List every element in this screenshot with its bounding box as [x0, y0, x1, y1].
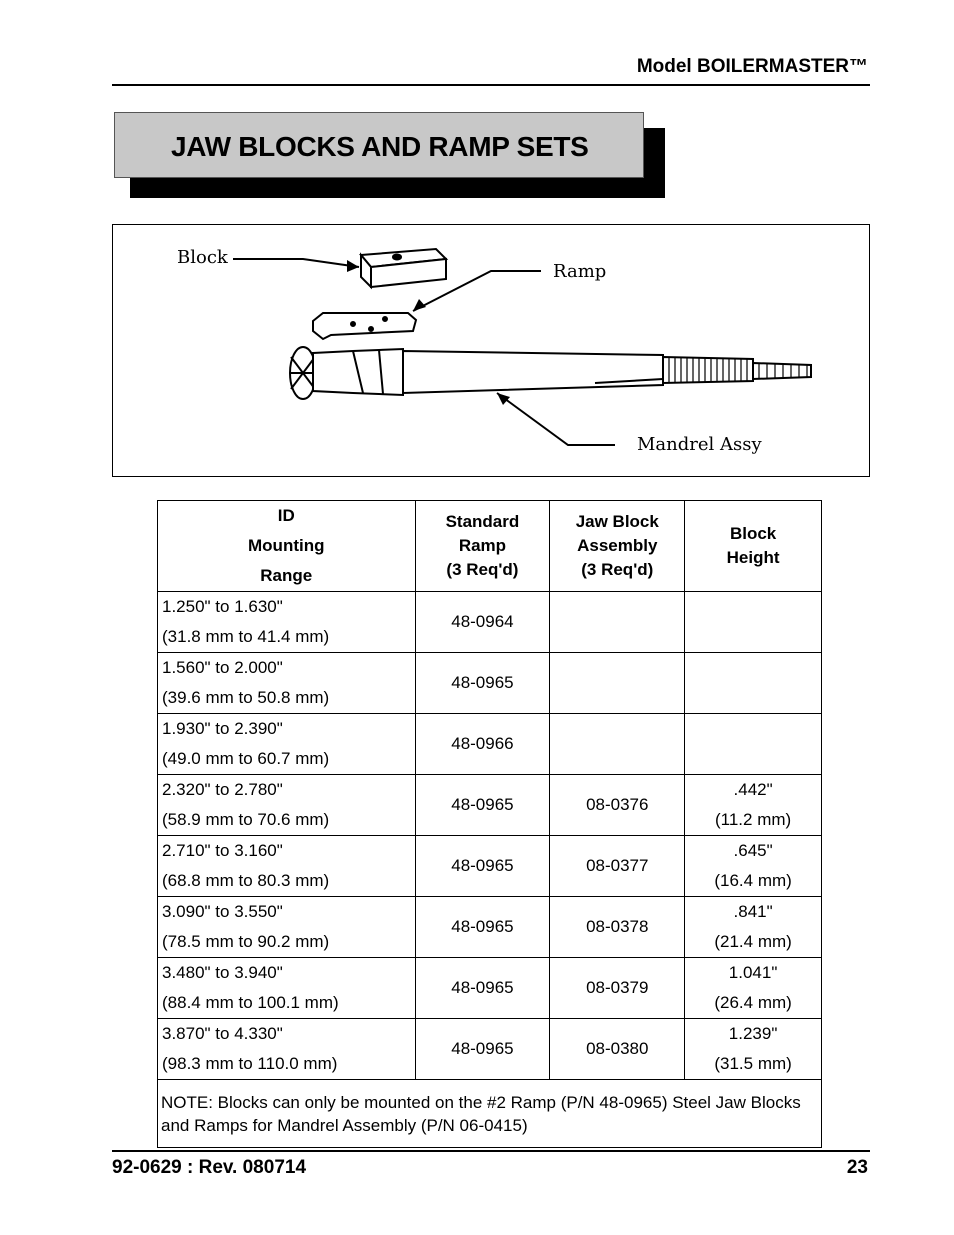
jaw-block-part-number: 08-0378 — [550, 897, 685, 958]
height-inches: 1.239" — [728, 1024, 778, 1043]
page-number: 23 — [846, 1157, 868, 1178]
ramp-part — [313, 313, 416, 339]
table-header-row — [158, 501, 822, 592]
height-mm: (31.5 mm) — [714, 1054, 792, 1073]
header-rule — [112, 84, 870, 86]
section-title: JAW BLOCKS AND RAMP SETS — [171, 131, 589, 162]
ramp-part-number: 48-0965 — [415, 836, 550, 897]
block-part — [361, 249, 446, 287]
block-height-cell — [685, 714, 822, 775]
range-mm: (58.9 mm to 70.6 mm) — [162, 810, 330, 829]
range-inches: 1.560" to 2.000" — [162, 658, 283, 677]
table-row — [158, 592, 822, 653]
ramp-part-number: 48-0965 — [415, 897, 550, 958]
ramp-label: Ramp — [553, 261, 607, 282]
height-inches: .841" — [733, 902, 773, 921]
height-inches: .442" — [733, 780, 773, 799]
range-inches: 1.250" to 1.630" — [162, 597, 283, 616]
mandrel-part — [290, 347, 811, 399]
table-row — [158, 775, 822, 836]
jaw-block-part-number: 08-0380 — [550, 1019, 685, 1080]
range-mm: (31.8 mm to 41.4 mm) — [162, 627, 330, 646]
range-inches: 3.090" to 3.550" — [162, 902, 283, 921]
range-mm: (39.6 mm to 50.8 mm) — [162, 688, 330, 707]
range-inches: 2.320" to 2.780" — [162, 780, 283, 799]
range-inches: 2.710" to 3.160" — [162, 841, 283, 860]
table-note: NOTE: Blocks can only be mounted on the #2 Ramp (P/N 48-0965) Steel Jaw Blocks and Ramps for Mandrel Assembly (P/N 06-0415) — [158, 1080, 822, 1148]
range-cell — [158, 653, 416, 714]
range-cell — [158, 958, 416, 1019]
range-cell — [158, 775, 416, 836]
ramp-part-number: 48-0965 — [415, 653, 550, 714]
height-mm: (21.4 mm) — [714, 932, 792, 951]
height-inches: 1.041" — [728, 963, 778, 982]
range-mm: (78.5 mm to 90.2 mm) — [162, 932, 330, 951]
range-inches: 1.930" to 2.390" — [162, 719, 283, 738]
jaw-block-part-number: 08-0377 — [550, 836, 685, 897]
height-mm: (26.4 mm) — [714, 993, 792, 1012]
table-row — [158, 653, 822, 714]
ramp-part-number: 48-0964 — [415, 592, 550, 653]
model-header: Model BOILERMASTER™ — [636, 56, 868, 77]
range-inches: 3.870" to 4.330" — [162, 1024, 283, 1043]
range-cell — [158, 897, 416, 958]
parts-table — [157, 500, 822, 1148]
table-row — [158, 1019, 822, 1080]
block-label: Block — [177, 247, 228, 268]
jaw-block-part-number — [550, 592, 685, 653]
header-jaw-block: Jaw Block Assembly (3 Req'd) — [550, 501, 685, 592]
document-revision: 92-0629 : Rev. 080714 — [112, 1157, 307, 1178]
block-height-cell — [685, 958, 822, 1019]
ramp-part-number: 48-0965 — [415, 958, 550, 1019]
range-cell — [158, 592, 416, 653]
range-mm: (49.0 mm to 60.7 mm) — [162, 749, 330, 768]
range-inches: 3.480" to 3.940" — [162, 963, 283, 982]
block-height-cell — [685, 897, 822, 958]
table-row — [158, 714, 822, 775]
jaw-block-part-number: 08-0376 — [550, 775, 685, 836]
height-mm: (16.4 mm) — [714, 871, 792, 890]
jaw-block-part-number — [550, 714, 685, 775]
parts-figure — [112, 224, 870, 477]
footer-rule — [112, 1150, 870, 1152]
mandrel-label: Mandrel Assy — [637, 434, 762, 455]
block-height-cell — [685, 653, 822, 714]
section-title-box — [114, 112, 644, 178]
jaw-block-part-number — [550, 653, 685, 714]
range-cell — [158, 1019, 416, 1080]
header-block-height: Block Height — [685, 501, 822, 592]
table-row — [158, 836, 822, 897]
header-standard-ramp: Standard Ramp (3 Req'd) — [415, 501, 550, 592]
range-mm: (68.8 mm to 80.3 mm) — [162, 871, 330, 890]
height-inches: .645" — [733, 841, 773, 860]
block-height-cell — [685, 1019, 822, 1080]
range-cell — [158, 836, 416, 897]
range-cell — [158, 714, 416, 775]
block-height-cell — [685, 836, 822, 897]
range-mm: (98.3 mm to 110.0 mm) — [162, 1054, 338, 1073]
ramp-part-number: 48-0966 — [415, 714, 550, 775]
table-note-row — [158, 1080, 822, 1148]
ramp-part-number: 48-0965 — [415, 775, 550, 836]
jaw-block-part-number: 08-0379 — [550, 958, 685, 1019]
range-mm: (88.4 mm to 100.1 mm) — [162, 993, 339, 1012]
table-row — [158, 897, 822, 958]
height-mm: (11.2 mm) — [714, 810, 792, 829]
block-height-cell — [685, 592, 822, 653]
header-id-range: ID Mounting Range — [158, 501, 416, 592]
ramp-part-number: 48-0965 — [415, 1019, 550, 1080]
block-height-cell — [685, 775, 822, 836]
table-row — [158, 958, 822, 1019]
